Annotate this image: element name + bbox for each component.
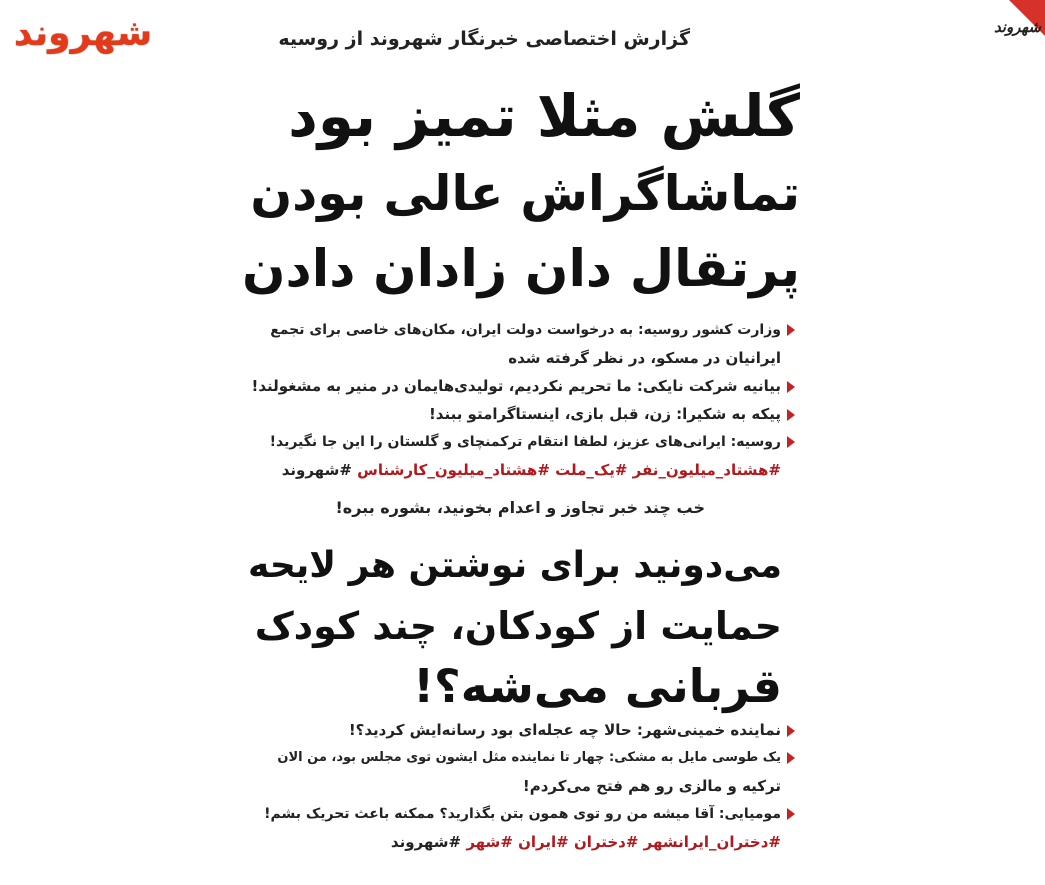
bullet-arrow-icon [787,808,795,820]
bullet-item: نماینده خمینی‌شهر: حالا چه عجله‌ای بود رسانه‌ایش کردید؟! [240,716,795,744]
headline2-line-2: حمایت از کودکان، چند کودک [254,604,782,648]
headline2-line-3: قربانی می‌شه؟! [413,659,782,713]
hashtag-plain: #شهروند [390,833,462,851]
hashtag-links: #هشتاد_میلیون_نفر #یک_ملت #هشتاد_میلیون_کارشناس [357,461,781,479]
bullet-arrow-icon [787,752,795,764]
logo-wordmark: شهروند [13,13,153,54]
headline-line-1: گلش مثلا تمیز بود [288,82,800,150]
hashtag-links: #دختران_ایرانشهر #دختران #ایران #شهر [466,833,781,851]
kicker-line: گزارش اختصاصی خبرنگار شهروند از روسیه [278,28,690,50]
bullet-item-continuation: ایرانیان در مسکو، در نظر گرفته شده [508,349,781,367]
bullet-arrow-icon [787,725,795,737]
bullet-item: وزارت کشور روسیه: به درخواست دولت ایران، مکان‌های خاصی برای تجمع [240,316,795,344]
bullet-arrow-icon [787,324,795,336]
hashtags-bottom [240,828,795,856]
bullet-item: روسیه: ایرانی‌های عزیز، لطفا انتقام ترکمنچای و گلستان را این جا نگیرید! [240,428,795,456]
shahrvand-logo [4,6,162,58]
headline2-line-1: می‌دونید برای نوشتن هر لایحه [248,545,782,586]
hashtag-plain: #شهروند [281,461,352,479]
bullet-arrow-icon [787,436,795,448]
bullet-arrow-icon [787,381,795,393]
bullet-item: یک طوسی مایل به مشکی: چهار تا نماینده مثل ایشون توی مجلس بود، من الان [240,744,795,772]
bullet-item: پیکه به شکیرا: زن، قبل بازی، اینستاگرامتو ببند! [240,400,795,428]
headline-line-3: پرتقال دان زادان دادن [242,240,800,299]
corner-badge [995,0,1045,58]
hashtags-top [240,456,795,484]
headline-line-2: تماشاگراش عالی بودن [250,165,800,222]
transition-line: خب چند خبر تجاوز و اعدام بخونید، بشوره ببره! [335,498,705,517]
bullet-arrow-icon [787,409,795,421]
bullets-bottom [240,716,795,856]
corner-wordmark: شهروند [993,18,1041,36]
bullet-item: بیانیه شرکت نایکی: ما تحریم نکردیم، تولیدی‌هایمان در منیر به مشغولند! [240,372,795,400]
bullet-item: مومیایی: آقا میشه من رو توی همون بتن بگذارید؟ ممکنه باعث تحریک بشم! [240,800,795,828]
bullets-top [240,316,795,484]
bullet-item-continuation: ترکیه و مالزی رو هم فتح می‌کردم! [522,777,781,795]
